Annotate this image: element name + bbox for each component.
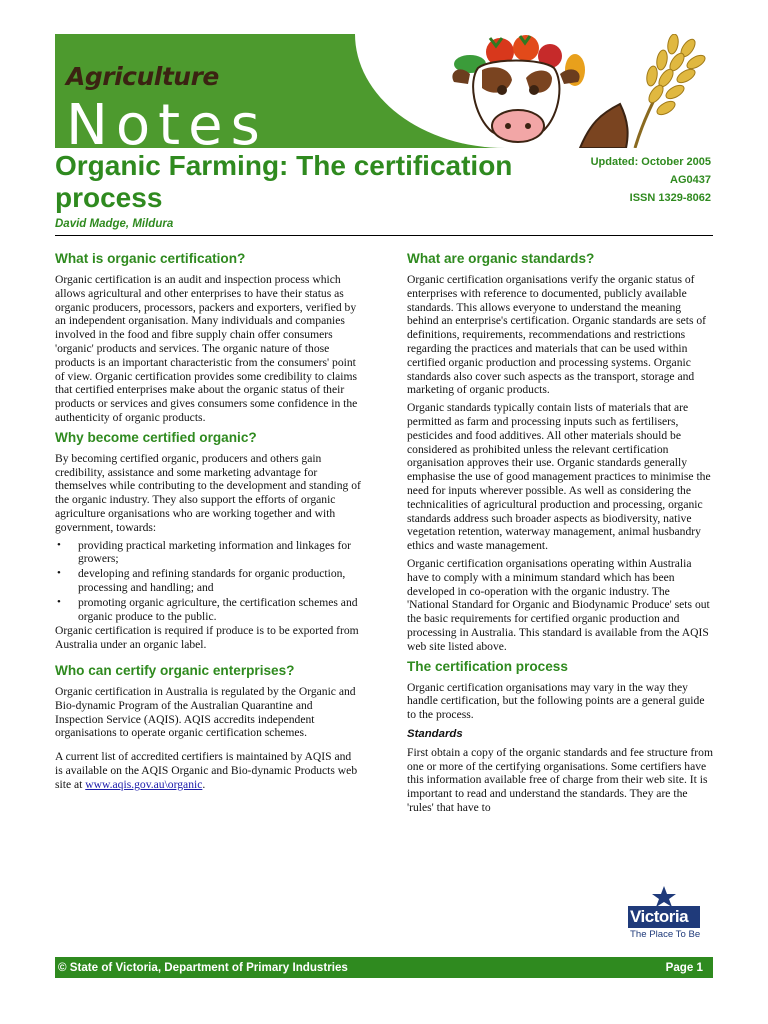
paragraph-with-link: A current list of accredited certifiers is maintained by AQIS and is available on the AQIS Organic and Bio-dynamic Products web site at www.aqis.gov.au\organic.	[55, 750, 358, 791]
heading-certification-process: The certification process	[407, 658, 568, 674]
paragraph: Organic certification in Australia is regulated by the Organic and Bio-dynamic Program of the Australian Quarantine and Inspection Service (AQIS). AQIS accredits independent organisations to operate organic certification schemes.	[55, 684, 356, 740]
paragraph: Organic certification organisations operating within Australia have to comply with a minimum standard which has been developed in co-operation with the organic industry. The 'National Standard for Organic and Biodynamic Produce' sets out the basic requirements for certified organic production and processing in Australia. This standard is available from the AQIS web site listed above.	[407, 556, 710, 653]
left-column	[55, 250, 361, 796]
author: David Madge, Mildura	[55, 218, 174, 230]
heading-organic-standards: What are organic standards?	[407, 251, 595, 266]
logo-tagline: The Place To Be	[630, 929, 701, 940]
paragraph: Organic standards typically contain lists of materials that are permitted as farm and processing inputs such as fertilisers, pesticides and food additives. All other materials should be considered as prohibited unless the relevant certification organisation approves their use. Organic standards generally emphasise the use of good management practices to minimise the need for inputs wherever possible. As well as considering the technicalities of agricultural production and processing, organic standards address such broader aspects as biodiversity, native vegetation retention, waterway management, animal husbandry ethics and waste management.	[407, 401, 711, 553]
paragraph: Organic certification organisations may vary in the way they handle certification, but the following points are a general guide to the process.	[407, 680, 705, 722]
victoria-star-icon	[624, 884, 702, 908]
heading-what-is-certification: What is organic certification?	[55, 251, 246, 266]
paragraph: Organic certification organisations verify the organic status of enterprises with reference to documented, publicly available standards. This allows everyone to understand the meaning behind an enterprise's certification. Organic standards are sets of definitions, requirements, recommendations and restrictions regarding the practices and materials that can be used within certified organic production and processing systems. Organic standards also cover such aspects as the transport, storage and marketing of organic products.	[407, 273, 707, 397]
header-divider	[55, 235, 713, 236]
heading-who-can-certify: Who can certify organic enterprises?	[55, 662, 295, 678]
issn-number: ISSN 1329-8062	[629, 192, 711, 204]
subheading-standards: Standards	[407, 727, 463, 740]
paragraph: First obtain a copy of the organic standards and fee structure from one or more of the certifying organisations. Some certifiers have this information available free of charge from their web site. It is important to read and understand the standards. They are the 'rules' that have to	[407, 745, 713, 814]
brand-agriculture: Agriculture	[66, 62, 219, 91]
brand-notes: Notes	[66, 93, 268, 158]
logo-wordmark: Victoria	[630, 907, 689, 926]
footer-bar	[55, 957, 713, 978]
benefits-list	[55, 539, 361, 624]
paragraph: Organic certification is required if produce is to be exported from Australia under an organic label.	[55, 624, 359, 652]
victoria-logo	[624, 884, 702, 942]
document-meta	[591, 153, 711, 207]
page-title: Organic Farming: The certification process	[55, 150, 513, 213]
list-item: • providing practical marketing information and linkages for growers;	[55, 539, 361, 567]
list-item: • developing and refining standards for organic production, processing and handling; and	[55, 567, 361, 595]
copyright-text: © State of Victoria, Department of Primary Industries	[58, 961, 348, 974]
paragraph: By becoming certified organic, producers and others gain credibility, assistance and some marketing advantage for themselves while contributing to the development and standing of the organic industry. They also support the efforts of organic agriculture organisations who are working together and with government, towards:	[55, 451, 361, 534]
heading-why-certify: Why become certified organic?	[55, 429, 257, 445]
updated-date: Updated: October 2005	[590, 156, 711, 168]
paragraph: Organic certification is an audit and inspection process which allows agricultural and other enterprises to have their status as organic producers, processors, packers and exporters, verified by an independent organisation. Many individuals and companies involved in the food and fibre supply chain offer consumers 'organic' products and services. The organic nature of those products is an important characteristic from the consumers' point of view. Organic certification provides some credibility to claims that certified enterprises make about the organic status of their products or services and gives consumers some confidence in the authenticity of organic products.	[55, 273, 358, 424]
page-number: Page 1	[665, 961, 703, 974]
right-column	[407, 250, 713, 819]
farm-illustration-icon	[430, 34, 713, 148]
list-item: • promoting organic agriculture, the certification schemes and organic produce to the public.	[55, 596, 361, 624]
document-code: AG0437	[670, 174, 711, 186]
aqis-organic-link[interactable]: www.aqis.gov.au\organic	[85, 777, 203, 791]
